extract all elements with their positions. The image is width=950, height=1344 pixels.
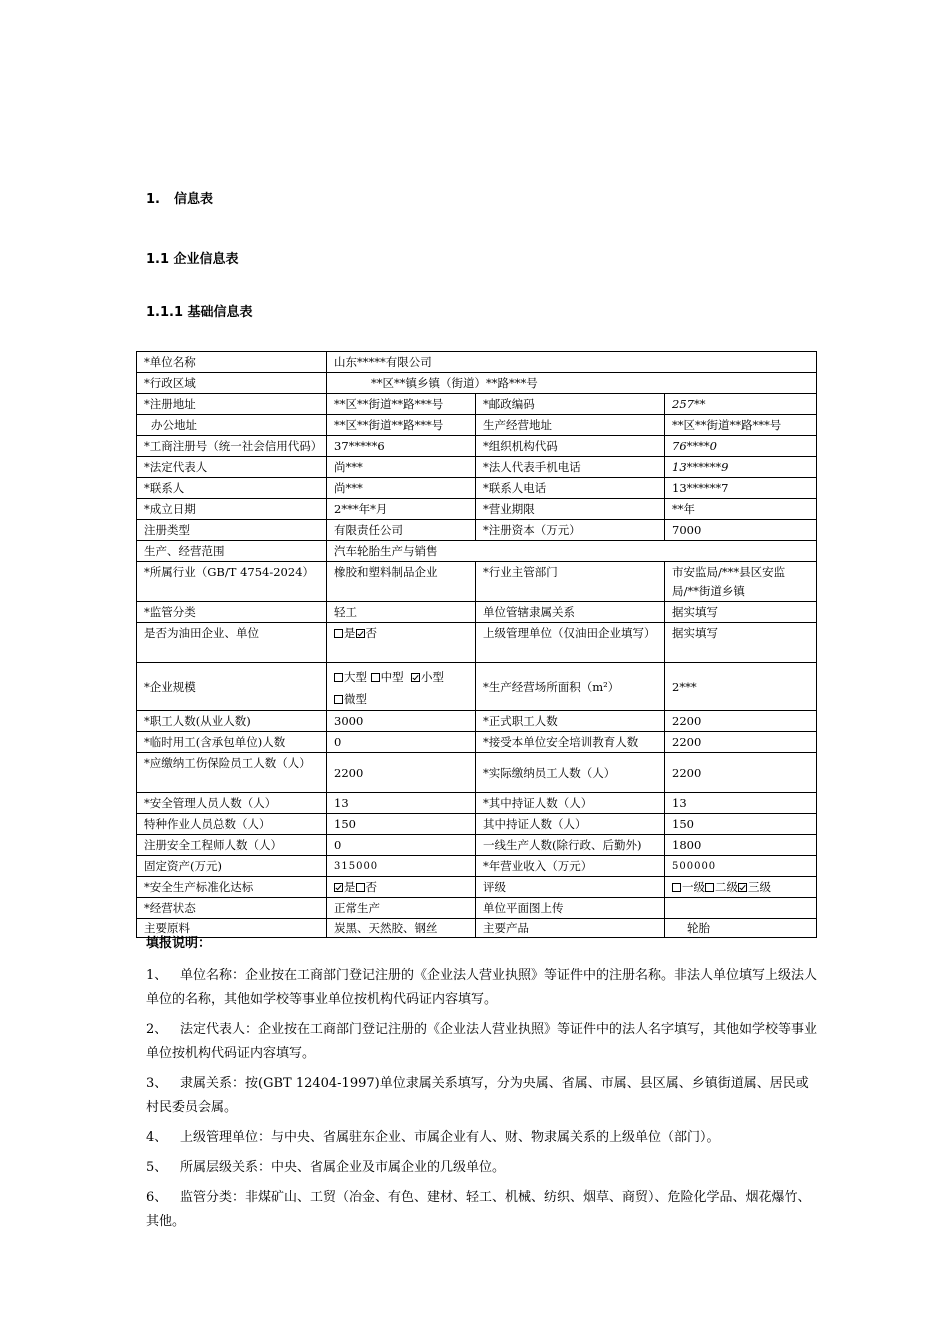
value-cell — [665, 877, 817, 898]
checkbox-label: 中型 — [380, 670, 404, 684]
instruction-text: 隶属关系：按(GBT 12404-1997)单位隶属关系填写，分为央属、省属、市属、县区属、乡镇街道属、居民或村民委员会属。 — [146, 1076, 809, 1115]
label-cell: 主要产品 — [476, 919, 665, 938]
value-cell: 500000 — [665, 856, 817, 877]
table-row — [137, 663, 817, 711]
label-cell: *安全管理人员人数（人） — [137, 793, 327, 814]
checkbox-yes[interactable] — [334, 629, 343, 638]
section-title: 信息表 — [174, 192, 214, 207]
instruction-text: 单位名称：企业按在工商部门登记注册的《企业法人营业执照》等证件中的注册名称。非法人单位填写上级法人单位的名称，其他如学校等事业单位按机构代码证内容填写。 — [146, 968, 818, 1007]
label-cell: *成立日期 — [137, 499, 327, 520]
value-cell — [327, 663, 476, 711]
table-row — [137, 499, 817, 520]
value-cell: 0 — [327, 732, 476, 753]
label-cell: 是否为油田企业、单位 — [137, 623, 327, 663]
table-row — [137, 394, 817, 415]
table-row — [137, 753, 817, 793]
checkbox-grade-2[interactable] — [705, 883, 714, 892]
label-cell: *安全生产标准化达标 — [137, 877, 327, 898]
instruction-number: 6、 — [146, 1190, 168, 1205]
value-cell: **区**镇乡镇（街道）**路***号 — [327, 373, 817, 394]
section-heading-1-1: 1.1 企业信息表 — [146, 252, 239, 267]
table-row — [137, 562, 817, 602]
value-cell: 2200 — [665, 732, 817, 753]
filling-instructions — [146, 934, 818, 1240]
table-row — [137, 711, 817, 732]
label-cell: 固定资产(万元) — [137, 856, 327, 877]
label-cell: *正式职工人数 — [476, 711, 665, 732]
checkbox-label: 微型 — [344, 692, 367, 706]
value-cell: 3000 — [327, 711, 476, 732]
label-cell: 注册类型 — [137, 520, 327, 541]
value-cell: 13 — [665, 793, 817, 814]
instruction-item — [146, 1072, 818, 1120]
checkbox-small-checked[interactable] — [411, 673, 420, 682]
label-cell: *行业主管部门 — [476, 562, 665, 602]
label-cell: *组织机构代码 — [476, 436, 665, 457]
value-cell: 轮胎 — [665, 919, 817, 938]
instruction-text: 监管分类：非煤矿山、工贸（冶金、有色、建材、轻工、机械、纺织、烟草、商贸）、危险化学品、烟花爆竹、其他。 — [146, 1190, 811, 1229]
instruction-item — [146, 1156, 818, 1180]
value-cell: 山东*****有限公司 — [327, 352, 817, 373]
value-cell: 尚*** — [327, 457, 476, 478]
label-cell: 特种作业人员总数（人） — [137, 814, 327, 835]
table-row — [137, 623, 817, 663]
instruction-text: 法定代表人：企业按在工商部门登记注册的《企业法人营业执照》等证件中的法人名字填写，其他如学校等事业单位按机构代码证内容填写。 — [146, 1022, 818, 1061]
label-cell: 单位平面图上传 — [476, 898, 665, 919]
label-cell: 主要原料 — [137, 919, 327, 938]
table-row — [137, 352, 817, 373]
label-cell: *经营状态 — [137, 898, 327, 919]
value-cell — [327, 623, 476, 663]
label-cell: *联系人 — [137, 478, 327, 499]
label-cell: *生产经营场所面积（m²） — [476, 663, 665, 711]
label-cell: 生产经营地址 — [476, 415, 665, 436]
value-cell: 1800 — [665, 835, 817, 856]
table-row — [137, 732, 817, 753]
checkbox-label: 三级 — [748, 880, 771, 894]
value-cell: 据实填写 — [665, 602, 817, 623]
instruction-item — [146, 1186, 818, 1234]
value-cell: **年 — [665, 499, 817, 520]
value-cell — [327, 877, 476, 898]
instruction-item — [146, 1018, 818, 1066]
table-row — [137, 520, 817, 541]
checkbox-label: 是 — [344, 880, 356, 894]
checkbox-no-checked[interactable] — [356, 629, 365, 638]
value-cell: 正常生产 — [327, 898, 476, 919]
value-cell: 2*** — [665, 663, 817, 711]
table-row — [137, 541, 817, 562]
instruction-number: 3、 — [146, 1076, 168, 1091]
value-cell: 市安监局/***县区安监局/**街道乡镇 — [665, 562, 817, 602]
checkbox-micro[interactable] — [334, 695, 343, 704]
checkbox-label: 否 — [365, 880, 377, 894]
value-cell: 150 — [665, 814, 817, 835]
value-cell: **区**街道**路***号 — [327, 394, 476, 415]
value-cell: 76****0 — [665, 436, 817, 457]
label-cell: *注册资本（万元） — [476, 520, 665, 541]
label-cell: 一线生产人数(除行政、后勤外) — [476, 835, 665, 856]
checkbox-label: 否 — [365, 626, 377, 640]
instruction-number: 5、 — [146, 1160, 168, 1175]
table-row — [137, 457, 817, 478]
label-cell: *临时用工(含承包单位)人数 — [137, 732, 327, 753]
instruction-number: 1、 — [146, 968, 168, 983]
label-cell: *邮政编码 — [476, 394, 665, 415]
section-heading-1-1-1: 1.1.1 基础信息表 — [146, 305, 253, 320]
label-cell: *行政区域 — [137, 373, 327, 394]
value-cell: 13******9 — [665, 457, 817, 478]
section-heading-1 — [146, 188, 213, 207]
label-cell: *法定代表人 — [137, 457, 327, 478]
table-row — [137, 793, 817, 814]
label-cell: *职工人数(从业人数) — [137, 711, 327, 732]
label-cell: *所属行业（GB/T 4754-2024） — [137, 562, 327, 602]
instruction-text: 上级管理单位：与中央、省属驻东企业、市属企业有人、财、物隶属关系的上级单位（部门）。 — [180, 1130, 720, 1145]
value-cell: 2200 — [665, 711, 817, 732]
checkbox-grade-3-checked[interactable] — [738, 883, 747, 892]
value-cell: 尚*** — [327, 478, 476, 499]
label-cell: *监管分类 — [137, 602, 327, 623]
label-cell: *法人代表手机电话 — [476, 457, 665, 478]
label-cell: *其中持证人数（人） — [476, 793, 665, 814]
value-cell: 轻工 — [327, 602, 476, 623]
checkbox-label: 二级 — [715, 880, 738, 894]
instruction-text: 所属层级关系：中央、省属企业及市属企业的几级单位。 — [180, 1160, 506, 1175]
table-row — [137, 835, 817, 856]
table-row — [137, 856, 817, 877]
value-cell: 2200 — [665, 753, 817, 793]
label-cell: 生产、经营范围 — [137, 541, 327, 562]
value-cell: 7000 — [665, 520, 817, 541]
value-cell: 2***年*月 — [327, 499, 476, 520]
value-cell: 315000 — [327, 856, 476, 877]
label-cell: 上级管理单位（仅油田企业填写） — [476, 623, 665, 663]
value-cell: 2200 — [327, 753, 476, 793]
label-cell: *营业期限 — [476, 499, 665, 520]
instruction-number: 4、 — [146, 1130, 168, 1145]
label-cell: *年营业收入（万元） — [476, 856, 665, 877]
value-cell: 有限责任公司 — [327, 520, 476, 541]
table-row — [137, 436, 817, 457]
instruction-item — [146, 964, 818, 1012]
label-cell: 办公地址 — [137, 415, 327, 436]
checkbox-yes-checked[interactable] — [334, 883, 343, 892]
label-cell: *实际缴纳员工人数（人） — [476, 753, 665, 793]
label-cell: *接受本单位安全培训教育人数 — [476, 732, 665, 753]
table-row — [137, 898, 817, 919]
table-row — [137, 602, 817, 623]
checkbox-medium[interactable] — [371, 673, 380, 682]
checkbox-no[interactable] — [356, 883, 365, 892]
upload-cell[interactable] — [665, 898, 817, 919]
label-cell: *注册地址 — [137, 394, 327, 415]
checkbox-label: 小型 — [420, 670, 444, 684]
section-number: 1. — [146, 192, 160, 207]
checkbox-grade-1[interactable] — [672, 883, 681, 892]
label-cell: 其中持证人数（人） — [476, 814, 665, 835]
basic-info-table — [136, 351, 817, 938]
value-cell: 257** — [665, 394, 817, 415]
instruction-item — [146, 1126, 818, 1150]
value-cell: 13******7 — [665, 478, 817, 499]
label-cell: *工商注册号（统一社会信用代码） — [137, 436, 327, 457]
label-cell: 单位管辖隶属关系 — [476, 602, 665, 623]
value-cell: 炭黑、天然胶、钢丝 — [327, 919, 476, 938]
label-cell: 注册安全工程师人数（人） — [137, 835, 327, 856]
instructions-title: 填报说明： — [146, 936, 212, 951]
value-cell: **区**街道**路***号 — [665, 415, 817, 436]
label-cell: *企业规模 — [137, 663, 327, 711]
label-cell: *应缴纳工伤保险员工人数（人） — [137, 753, 327, 793]
instruction-number: 2、 — [146, 1022, 168, 1037]
value-cell: 150 — [327, 814, 476, 835]
label-cell: *联系人电话 — [476, 478, 665, 499]
checkbox-label: 大型 — [344, 670, 367, 684]
table-row — [137, 877, 817, 898]
value-cell: **区**街道**路***号 — [327, 415, 476, 436]
label-cell: 评级 — [476, 877, 665, 898]
value-cell: 13 — [327, 793, 476, 814]
checkbox-large[interactable] — [334, 673, 343, 682]
table-row — [137, 373, 817, 394]
value-cell: 橡胶和塑料制品企业 — [327, 562, 476, 602]
table-row — [137, 415, 817, 436]
value-cell: 据实填写 — [665, 623, 817, 663]
value-cell: 汽车轮胎生产与销售 — [327, 541, 817, 562]
table-row — [137, 814, 817, 835]
checkbox-label: 一级 — [682, 880, 705, 894]
checkbox-label: 是 — [344, 626, 356, 640]
table-row — [137, 478, 817, 499]
value-cell: 0 — [327, 835, 476, 856]
value-cell: 37*****6 — [327, 436, 476, 457]
label-cell: *单位名称 — [137, 352, 327, 373]
